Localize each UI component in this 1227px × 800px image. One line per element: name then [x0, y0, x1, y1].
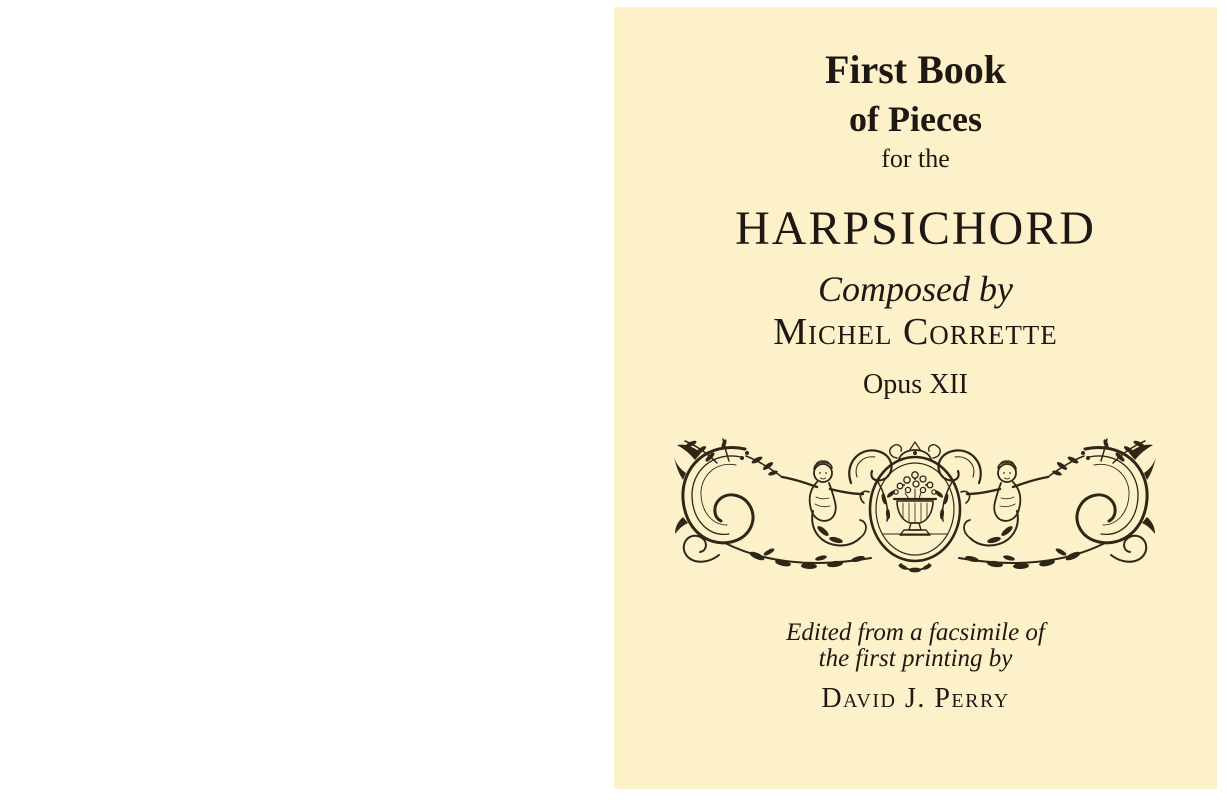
composed-by-line: Composed by [818, 269, 1013, 309]
edited-note-line-2: the first printing by [818, 645, 1013, 672]
book-title-line-2: of Pieces [849, 99, 982, 139]
title-page [614, 7, 1217, 789]
cherub-vignette-engraving-icon [673, 437, 1157, 577]
editor-name: David J. Perry [821, 683, 1010, 714]
edited-note [614, 620, 1217, 672]
book-title-line-1: First Book [824, 47, 1007, 92]
book-title-line-3: for the [881, 144, 950, 173]
instrument-title: HARPSICHORD [735, 202, 1096, 255]
opus-number: Opus XII [863, 369, 968, 400]
composer-name: Michel Corrette [773, 311, 1058, 353]
edited-note-line-1: Edited from a facsimile of [786, 619, 1045, 646]
